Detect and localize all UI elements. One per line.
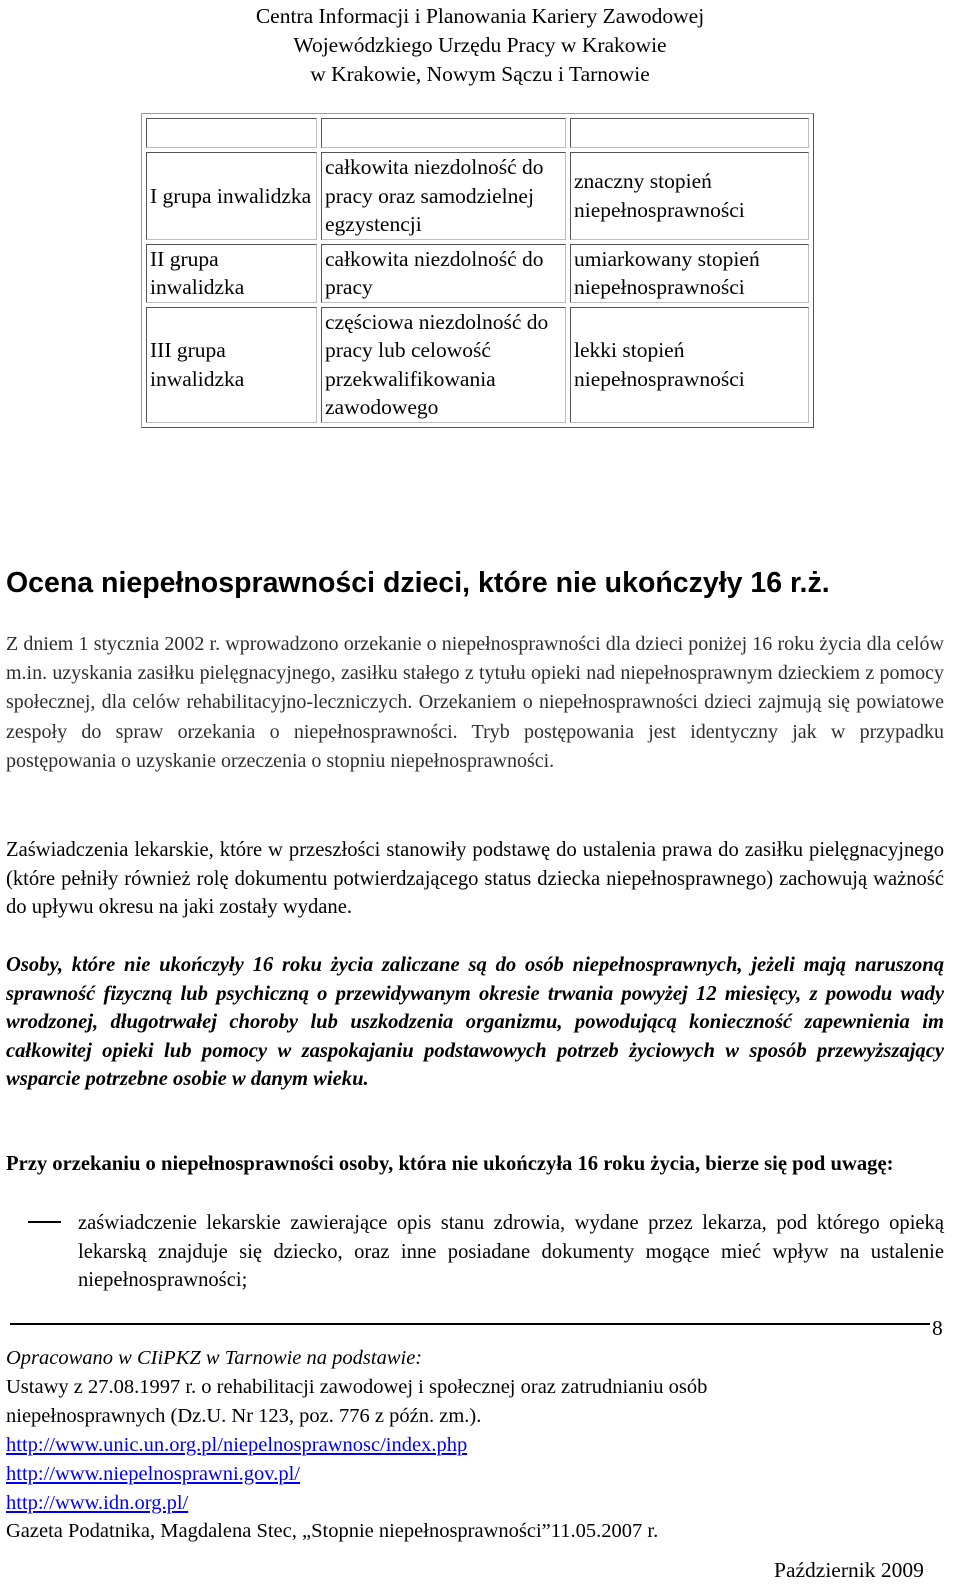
footer-sources — [6, 1344, 946, 1546]
source-article: Gazeta Podatnika, Magdalena Stec, „Stopnie niepełnosprawności”11.05.2007 r. — [6, 1520, 659, 1543]
definition-paragraph: Osoby, które nie ukończyły 16 roku życia zaliczane są do osób niepełnosprawnych, jeżeli mają naruszoną sprawność fizyczną lub psychiczną o przewidywanym okresie trwania powyżej 12 miesięcy, z powodu wady wrodzonej, długotrwałej choroby lub uszkodzenia organizmu, powodującą konieczność zapewnienia im całkowitej opieki lub pomocy w zaspokajaniu podstawowych potrzeb życiowych w sposób przewyższający wsparcie potrzebne osobie w danym wieku. — [6, 954, 944, 1091]
page-number: 8 — [932, 1316, 943, 1340]
list-item-text: zaświadczenie lekarskie zawierające opis stanu zdrowia, wydane przez lekarza, pod którego opieką lekarską znajduje się dziecko, oraz inne posiadane dokumenty mogące mieć wpływ na ustalenie niepełnosprawności; — [78, 1212, 944, 1292]
header-line-2: Wojewódzkiego Urzędu Pracy w Krakowie — [293, 33, 667, 57]
source-link-niepelnosprawni[interactable]: http://www.niepelnosprawni.gov.pl/ — [6, 1462, 300, 1485]
header-line-1: Centra Informacji i Planowania Kariery Zawodowej — [255, 4, 705, 28]
table-header-row — [146, 118, 809, 148]
footer-divider — [10, 1323, 930, 1325]
incapacity-cell: częściowa niezdolność do pracy lub celowość przekwalifikowania zawodowego — [321, 307, 566, 423]
table-cell — [321, 118, 566, 148]
header-line-3: w Krakowie, Nowym Sączu i Tarnowie — [310, 62, 650, 86]
table-row — [146, 244, 809, 303]
certificates-paragraph: Zaświadczenia lekarskie, które w przeszłości stanowiły podstawę do ustalenia prawa do zasiłku pielęgnacyjnego (które pełniły również rolę dokumentu potwierdzającego status dziecka niepełnosprawnego) zachowują ważność do upływu okresu na jaki zostały wydane. — [6, 839, 944, 919]
degree-cell: znaczny stopień niepełnosprawności — [570, 152, 809, 240]
source-law-line: niepełnosprawnych (Dz.U. Nr 123, poz. 776 z późn. zm.). — [6, 1404, 482, 1427]
incapacity-cell: całkowita niezdolność do pracy — [321, 244, 566, 303]
degree-cell: lekki stopień niepełnosprawności — [570, 307, 809, 423]
source-link-idn[interactable]: http://www.idn.org.pl/ — [6, 1491, 189, 1514]
table-row — [146, 152, 809, 240]
degree-cell: umiarkowany stopień niepełnosprawności — [570, 244, 809, 303]
table-row — [146, 307, 809, 423]
source-link-unic[interactable]: http://www.unic.un.org.pl/niepelnosprawnosc/index.php — [6, 1433, 468, 1456]
considered-heading: Przy orzekaniu o niepełnosprawności osoby, która nie ukończyła 16 roku życia, bierze się pod uwagę: — [6, 1153, 894, 1175]
table-cell — [570, 118, 809, 148]
group-cell: III grupa inwalidzka — [146, 307, 317, 423]
page-header — [0, 2, 960, 89]
group-cell: I grupa inwalidzka — [146, 152, 317, 240]
intro-paragraph: Z dniem 1 stycznia 2002 r. wprowadzono orzekanie o niepełnosprawności dla dzieci poniżej 16 roku życia dla celów m.in. uzyskania zasiłku pielęgnacyjnego, zasiłku stałego z tytułu opieki nad niepełnosprawnym dzieckiem z pomocy społecznej, dla celów rehabilitacyjno-leczniczych. Orzekaniem o niepełnosprawności dzieci zajmują się powiatowe zespoły do spraw orzekania o niepełnosprawności. Tryb postępowania jest identyczny jak w przypadku postępowania o uzyskanie orzeczenia o stopniu niepełnosprawności. — [6, 633, 944, 772]
footer-date: Październik 2009 — [774, 1558, 924, 1582]
source-label: Opracowano w CIiPKZ w Tarnowie na podstawie: — [6, 1347, 423, 1369]
disability-groups-table — [141, 113, 814, 428]
group-cell: II grupa inwalidzka — [146, 244, 317, 303]
incapacity-cell: całkowita niezdolność do pracy oraz samodzielnej egzystencji — [321, 152, 566, 240]
section-heading: Ocena niepełnosprawności dzieci, które nie ukończyły 16 r.ż. — [6, 567, 830, 599]
dash-bullet-icon — [28, 1221, 61, 1223]
table-cell — [146, 118, 317, 148]
source-law-line: Ustawy z 27.08.1997 r. o rehabilitacji zawodowej i społecznej oraz zatrudnianiu osób — [6, 1375, 708, 1398]
